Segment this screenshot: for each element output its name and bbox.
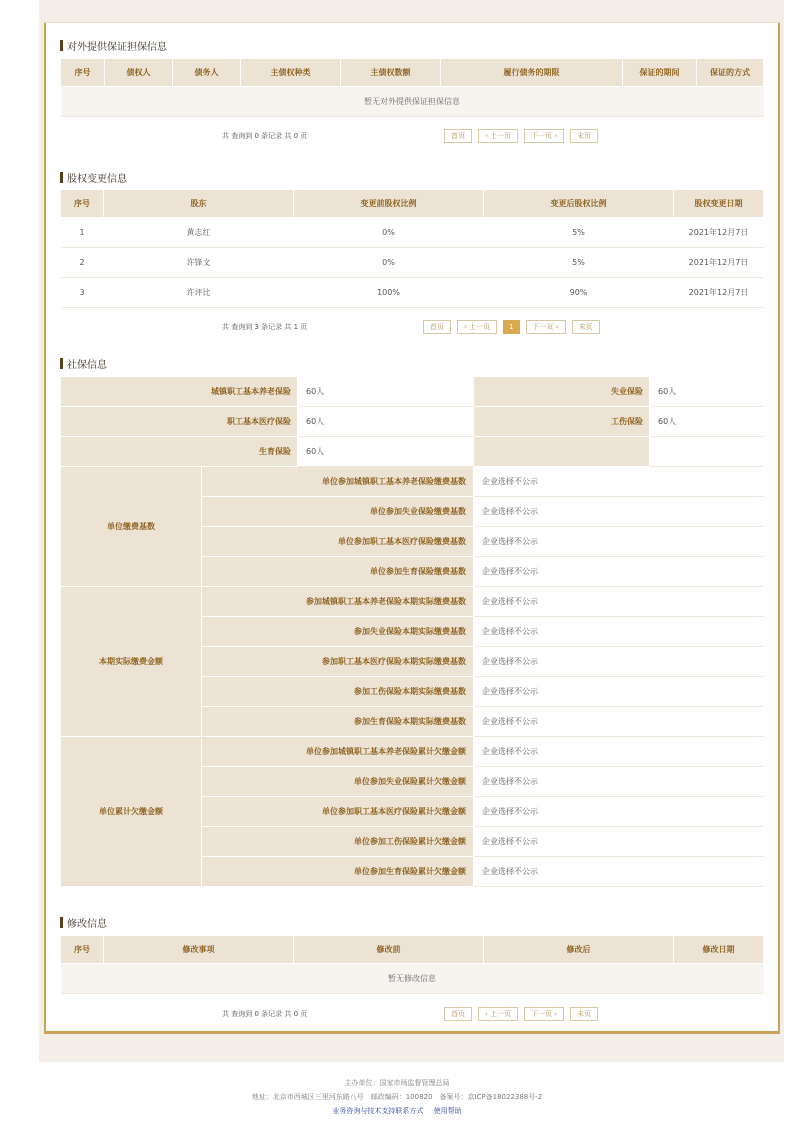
ss-group-row — [61, 737, 764, 767]
footer-sponsor: 主办单位：国家市场监督管理总局 — [344, 1079, 450, 1087]
ss-group-row — [61, 467, 764, 497]
ss-group-label: 单位缴费基数 — [61, 467, 202, 587]
ss-item-value: 企业选择不公示 — [474, 557, 764, 587]
ss-value: 60人 — [650, 377, 764, 407]
footer-address: 地址：北京市西城区三里河东路八号 邮政编码：100820 备案号：京ICP备18022388号-2 — [251, 1093, 543, 1101]
ss-item-value: 企业选择不公示 — [474, 737, 764, 767]
guarantee-pager — [60, 129, 763, 143]
table-cell: 2021年12月7日 — [674, 278, 764, 308]
table-cell: 0% — [294, 248, 484, 278]
help-link[interactable]: 使用帮助 — [433, 1107, 462, 1115]
ss-item-value: 企业选择不公示 — [474, 647, 764, 677]
modify-pager — [60, 1007, 763, 1021]
ss-basic-row — [61, 437, 764, 467]
ss-item-value: 企业选择不公示 — [474, 797, 764, 827]
last-page-button[interactable]: 末页 — [570, 129, 598, 143]
social-security-table — [60, 376, 764, 887]
ss-item-value: 企业选择不公示 — [474, 677, 764, 707]
equity-pager — [60, 320, 763, 334]
table-cell: 2021年12月7日 — [674, 218, 764, 248]
column-header: 主债权种类 — [241, 59, 341, 87]
table-cell: 2 — [61, 248, 104, 278]
ss-value: 60人 — [650, 407, 764, 437]
column-header: 变更前股权比例 — [294, 190, 484, 218]
ss-item-label: 单位参加城镇职工基本养老保险累计欠缴金额 — [202, 737, 474, 767]
ss-label: 工伤保险 — [474, 407, 650, 437]
ss-item-label: 单位参加城镇职工基本养老保险缴费基数 — [202, 467, 474, 497]
column-header: 保证的方式 — [697, 59, 764, 87]
next-page-button[interactable]: 下一页 › — [524, 1007, 564, 1021]
ss-item-label: 单位参加生育保险累计欠缴金额 — [202, 857, 474, 887]
table-cell: 黄志红 — [104, 218, 294, 248]
ss-group-row — [61, 587, 764, 617]
ss-group-label: 单位累计欠缴金额 — [61, 737, 202, 887]
guarantee-title-text: 对外提供保证担保信息 — [67, 42, 167, 53]
ss-basic-row — [61, 407, 764, 437]
title-bar-marker — [60, 917, 63, 928]
ss-label — [474, 437, 650, 467]
equity-table — [60, 189, 764, 308]
column-header: 修改后 — [484, 936, 674, 964]
ss-item-label: 单位参加职工基本医疗保险缴费基数 — [202, 527, 474, 557]
prev-page-button[interactable]: ‹ 上一页 — [457, 320, 497, 334]
ss-item-value: 企业选择不公示 — [474, 767, 764, 797]
ss-item-label: 单位参加失业保险缴费基数 — [202, 497, 474, 527]
ss-item-value: 企业选择不公示 — [474, 587, 764, 617]
ss-item-label: 参加工伤保险本期实际缴费基数 — [202, 677, 474, 707]
ss-label: 职工基本医疗保险 — [61, 407, 298, 437]
modify-section-title — [60, 915, 107, 930]
equity-section-title — [60, 170, 127, 185]
table-row — [61, 278, 764, 308]
ss-item-value: 企业选择不公示 — [474, 527, 764, 557]
table-cell: 3 — [61, 278, 104, 308]
column-header: 股东 — [104, 190, 294, 218]
ss-basic-row — [61, 377, 764, 407]
column-header: 股权变更日期 — [674, 190, 764, 218]
prev-page-button[interactable]: ‹ 上一页 — [478, 1007, 518, 1021]
social-section-title — [60, 356, 107, 371]
next-page-button[interactable]: 下一页 › — [524, 129, 564, 143]
column-header: 修改日期 — [674, 936, 764, 964]
ss-item-label: 参加职工基本医疗保险本期实际缴费基数 — [202, 647, 474, 677]
empty-row — [61, 964, 764, 994]
column-header: 修改前 — [294, 936, 484, 964]
modify-title-text: 修改信息 — [67, 919, 107, 930]
column-header: 序号 — [61, 59, 105, 87]
column-header: 主债权数额 — [341, 59, 441, 87]
table-cell: 90% — [484, 278, 674, 308]
guarantee-header-row — [61, 59, 764, 87]
support-contact-link[interactable]: 业务咨询与技术支持联系方式 — [332, 1107, 424, 1115]
empty-message: 暂无修改信息 — [61, 964, 764, 994]
ss-item-label: 单位参加工伤保险累计欠缴金额 — [202, 827, 474, 857]
ss-label: 失业保险 — [474, 377, 650, 407]
pager-info: 共 查询到 0 条记录 共 0 页 — [222, 1010, 308, 1018]
modify-table — [60, 935, 764, 994]
first-page-button[interactable]: 首页 — [444, 1007, 472, 1021]
table-row — [61, 218, 764, 248]
ss-item-value: 企业选择不公示 — [474, 467, 764, 497]
ss-item-value: 企业选择不公示 — [474, 617, 764, 647]
ss-value — [650, 437, 764, 467]
column-header: 序号 — [61, 190, 104, 218]
table-cell: 许评比 — [104, 278, 294, 308]
title-bar-marker — [60, 40, 63, 51]
next-page-button[interactable]: 下一页 › — [526, 320, 566, 334]
panel-top-divider — [44, 22, 780, 23]
table-cell: 2021年12月7日 — [674, 248, 764, 278]
column-header: 修改事项 — [104, 936, 294, 964]
table-cell: 0% — [294, 218, 484, 248]
ss-item-value: 企业选择不公示 — [474, 827, 764, 857]
ss-item-label: 参加生育保险本期实际缴费基数 — [202, 707, 474, 737]
pager-info: 共 查询到 0 条记录 共 0 页 — [222, 132, 308, 140]
title-bar-marker — [60, 172, 63, 183]
column-header: 债务人 — [173, 59, 241, 87]
empty-message: 暂无对外提供保证担保信息 — [61, 87, 764, 117]
ss-item-value: 企业选择不公示 — [474, 497, 764, 527]
last-page-button[interactable]: 末页 — [572, 320, 600, 334]
table-cell: 100% — [294, 278, 484, 308]
last-page-button[interactable]: 末页 — [570, 1007, 598, 1021]
ss-item-value: 企业选择不公示 — [474, 857, 764, 887]
footer-links — [0, 1106, 794, 1116]
table-cell: 5% — [484, 248, 674, 278]
pager-info: 共 查询到 3 条记录 共 1 页 — [222, 323, 308, 331]
table-cell: 许锋文 — [104, 248, 294, 278]
modify-header-row — [61, 936, 764, 964]
empty-row — [61, 87, 764, 117]
equity-header-row — [61, 190, 764, 218]
ss-item-label: 参加失业保险本期实际缴费基数 — [202, 617, 474, 647]
first-page-button[interactable]: 首页 — [423, 320, 451, 334]
ss-label: 城镇职工基本养老保险 — [61, 377, 298, 407]
social-title-text: 社保信息 — [67, 360, 107, 371]
prev-page-button[interactable]: ‹ 上一页 — [478, 129, 518, 143]
ss-item-value: 企业选择不公示 — [474, 707, 764, 737]
ss-value: 60人 — [298, 407, 474, 437]
ss-value: 60人 — [298, 437, 474, 467]
column-header: 债权人 — [105, 59, 173, 87]
ss-item-label: 参加城镇职工基本养老保险本期实际缴费基数 — [202, 587, 474, 617]
guarantee-section-title — [60, 38, 167, 53]
ss-item-label: 单位参加失业保险累计欠缴金额 — [202, 767, 474, 797]
column-header: 变更后股权比例 — [484, 190, 674, 218]
equity-title-text: 股权变更信息 — [67, 174, 127, 185]
ss-value: 60人 — [298, 377, 474, 407]
column-header: 保证的期间 — [623, 59, 697, 87]
table-cell: 1 — [61, 218, 104, 248]
ss-group-label: 本期实际缴费金额 — [61, 587, 202, 737]
ss-item-label: 单位参加生育保险缴费基数 — [202, 557, 474, 587]
guarantee-table — [60, 58, 764, 117]
ss-label: 生育保险 — [61, 437, 298, 467]
table-row — [61, 248, 764, 278]
table-cell: 5% — [484, 218, 674, 248]
ss-item-label: 单位参加职工基本医疗保险累计欠缴金额 — [202, 797, 474, 827]
title-bar-marker — [60, 358, 63, 369]
column-header: 履行债务的期限 — [441, 59, 623, 87]
column-header: 序号 — [61, 936, 104, 964]
first-page-button[interactable]: 首页 — [444, 129, 472, 143]
page-number-button[interactable]: 1 — [503, 320, 519, 334]
